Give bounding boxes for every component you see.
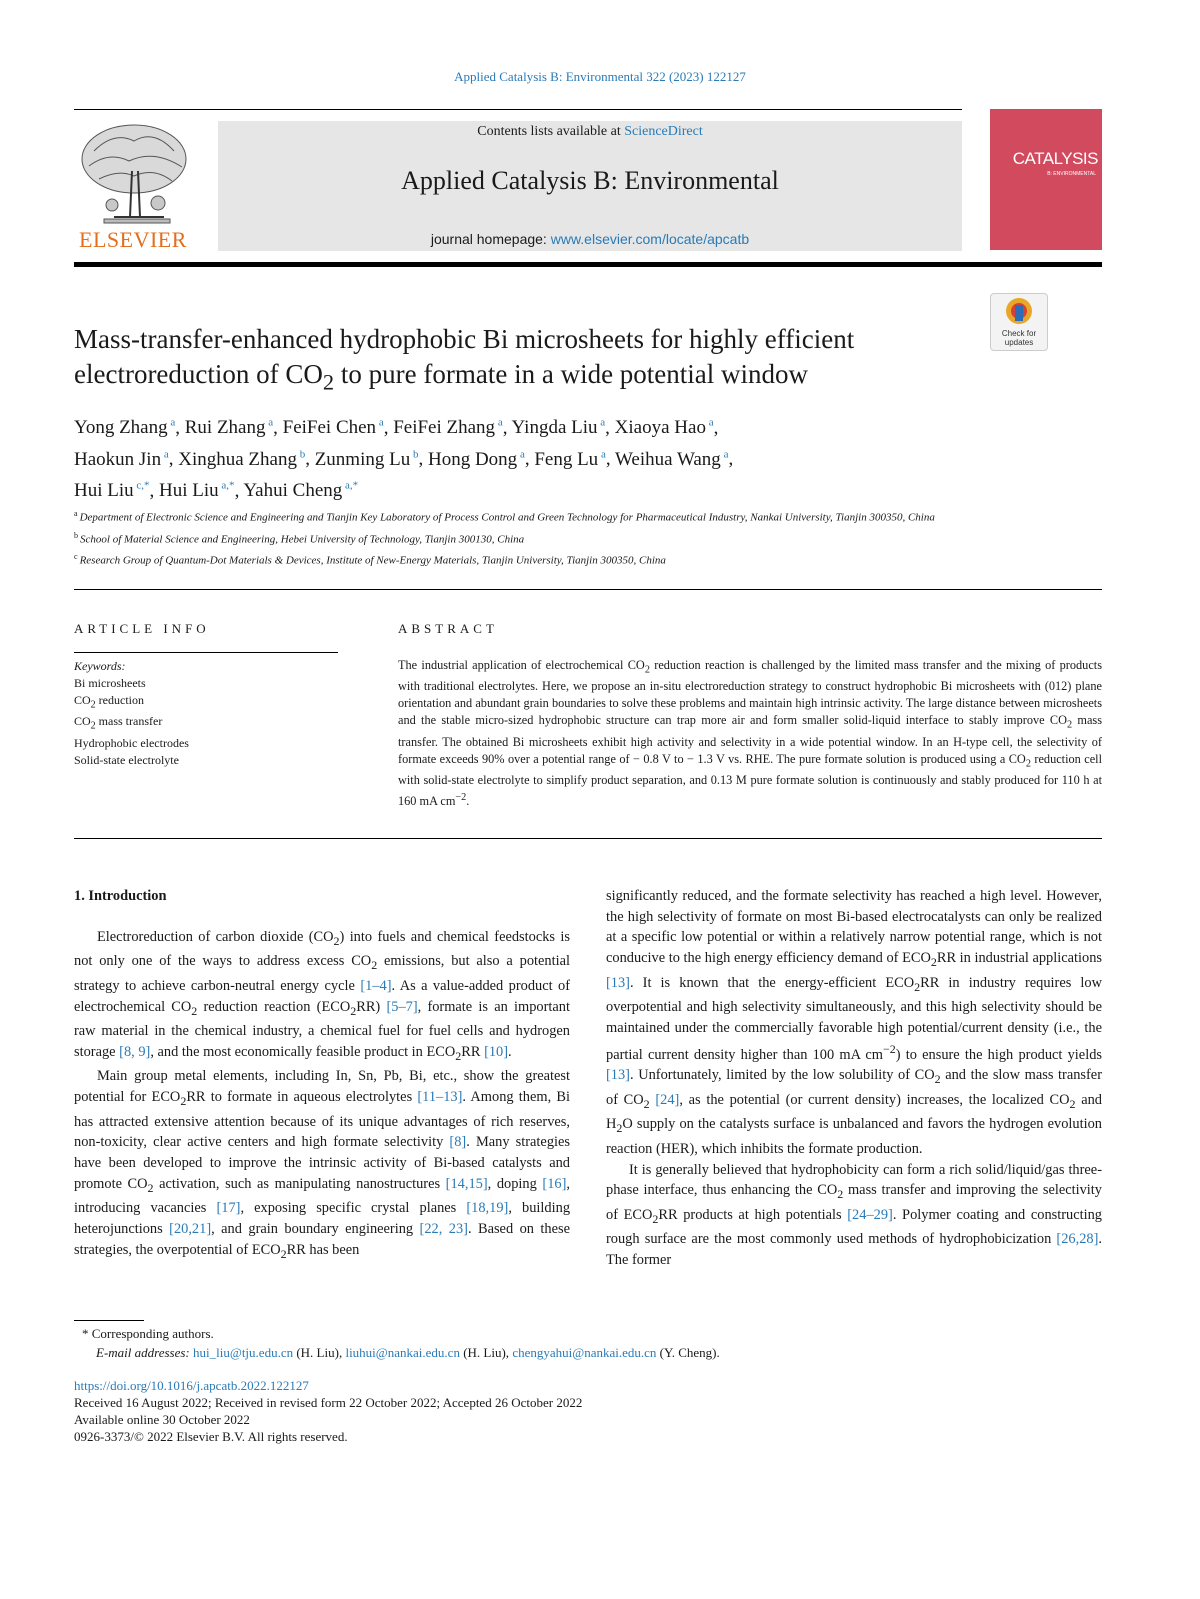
citation-link[interactable]: [8] [449,1134,467,1151]
author[interactable]: Hui Liu $^{a,*}$ [159,479,235,501]
citation-link[interactable]: [1–4] [360,977,392,994]
title-line-2: electroreduction of $CO_2$ to pure formate in a wide potential window [74,359,809,395]
keyword: Bi microsheets [74,676,146,690]
footnote-rule [74,1320,144,1321]
affiliation: $^b$ School of Material Science and Engineering, Hebei University of Technology, Tianjin 300130, China [74,530,525,546]
author[interactable]: Feng Lu $^a$ [534,448,606,470]
keyword: Hydrophobic electrodes [74,735,189,750]
elsevier-logo[interactable] [74,121,192,253]
contents-prefix: Contents lists available at [477,124,625,139]
citation-link[interactable]: [8, 9] [119,1043,151,1060]
header-thick-rule [74,262,1102,267]
keywords-rule [74,652,338,653]
journal-cover-image[interactable] [990,109,1102,250]
author[interactable]: Zunming Lu $^b$ [314,448,419,470]
abstract-heading: ABSTRACT [398,621,498,636]
citation-link[interactable]: [13] [606,1067,630,1084]
elsevier-tree-icon [74,121,192,225]
affiliation-marker[interactable]: b [410,448,419,461]
keyword-list [74,675,338,769]
affiliation-list [74,505,1074,570]
journal-reference[interactable]: Applied Catalysis B: Environmental 322 (2023) 122127 [454,69,746,84]
affiliation-marker[interactable]: a [705,417,714,429]
citation-link[interactable]: [14,15] [445,1175,488,1192]
affiliation-marker[interactable]: a,* [342,479,359,492]
section-rule-2 [74,838,1102,839]
copyright: 0926-3373/© 2022 Elsevier B.V. All rights reserved. [74,1429,348,1444]
affiliation: $^c$ Research Group of Quantum-Dot Materials & Devices, Institute of New-Energy Materials, Tianjin University, Tianjin 300350, China [74,552,666,567]
affiliation-marker[interactable]: a [376,417,384,429]
article-title [74,322,974,399]
author[interactable]: FeiFei Zhang $^a$ [393,417,503,439]
cover-title: CATALYSIS [1012,149,1098,168]
author[interactable]: Xinghua Zhang $^b$ [178,448,306,470]
elsevier-wordmark: ELSEVIER [79,227,187,252]
doi-link[interactable]: https://doi.org/10.1016/j.apcatb.2022.122127 [74,1378,309,1393]
body-column-right [606,886,1102,1271]
check-updates-label: Check for updates [1001,329,1037,347]
article-info-heading: ARTICLE INFO [74,621,210,636]
homepage-prefix: journal homepage: [430,231,551,247]
email-line: E-mail addresses: hui_liu@tju.edu.cn (H. Liu), liuhui@nankai.edu.cn (H. Liu), chengyahui@nankai.edu.cn (Y. Cheng). [96,1345,720,1360]
author[interactable]: Haokun Jin $^a$ [74,448,169,470]
author[interactable]: Yingda Liu $^a$ [511,417,606,439]
footnotes [74,1324,1102,1362]
cover-subtitle: B: ENVIRONMENTAL [1047,171,1096,177]
contents-line [218,124,962,140]
citation-link[interactable]: [20,21] [169,1221,212,1238]
citation-link[interactable]: [18,19] [466,1200,509,1217]
body-paragraph: Main group metal elements, including In, Sn, Pb, Bi, etc., show the greatest potential for $ECO_2RR$ to formate in aqueous electrolytes [11–13]. Among them, Bi has attracted extensive attention because of its unique advantages of rich reserves, non-toxicity, clear active centers and high formate selectivity [8]. Many strategies have been developed to improve the intrinsic activity of Bi-based catalysts and promote $CO_2$ activation, such as manipulating nanostructures [14,15], doping [16], introducing vacancies [17], exposing specific crystal planes [18,19], building heterojunctions [20,21], and grain boundary engineering [22, 23]. Based on these strategies, the overpotential of $ECO_2RR$ has been [74,1068,571,1261]
author[interactable]: Yong Zhang $^a$ [74,417,176,439]
affiliation-marker[interactable]: c,* [133,479,150,492]
section-rule [74,589,1102,590]
email-label: E-mail addresses: [96,1345,194,1360]
homepage-link[interactable]: www.elsevier.com/locate/apcatb [550,231,750,247]
affiliation-marker[interactable]: a [167,417,176,429]
affiliation-marker[interactable]: a [495,417,503,429]
homepage-line [218,231,962,247]
email-link[interactable]: liuhui@nankai.edu.cn [345,1345,460,1360]
body-paragraph: Electroreduction of carbon dioxide $(CO_2)$ into fuels and chemical feedstocks is not only one of the ways to address excess $CO_2$ emissions, but also a potential strategy to achieve carbon-neutral energy cycle [1–4]. As a value-added product of electrochemical $CO_2$ reduction reaction $(ECO_2RR)$ [5–7], formate is an important raw material in the chemical industry, a chemical fuel for fuel cells and hydrogen storage [8, 9], and the most economically feasible product in $ECO_2RR$ [10]. [74,928,570,1063]
citation-link[interactable]: [10] [484,1043,509,1060]
sciencedirect-link[interactable]: ScienceDirect [624,124,703,139]
citation-link[interactable]: [22, 23] [419,1221,468,1238]
keyword: Solid-state electrolyte [74,752,179,767]
email-link[interactable]: hui_liu@tju.edu.cn [193,1345,294,1360]
author[interactable]: Yahui Cheng $^{a,*}$ [243,479,359,501]
author[interactable]: FeiFei Chen $^a$ [282,417,384,439]
affiliation-marker[interactable]: a [517,448,525,461]
author-list: Yong Zhang $^a$, Rui Zhang $^a$, FeiFei Chen $^a$, FeiFei Zhang $^a$, Yingda Liu $^a$, Xiaoya Hao $^a$, Haokun Jin $^a$, Xinghua Zhang $^b$, Zunming Lu $^b$, Hong Dong $^a$, Feng Lu $^a$, Weihua Wang $^a$, Hui Liu $^{c,*}$, Hui Liu $^{a,*}$, Yahui Cheng $^{a,*}$ [74,417,734,501]
keywords-block [74,658,338,769]
affiliation-marker[interactable]: a [265,417,274,429]
affiliation: $^a$ Department of Electronic Science and Engineering and Tianjin Key Laboratory of Process Control and Green Technology for Pharmaceutical Industry, Nankai University, Tianjin 300350, China [74,509,935,524]
affiliation-marker[interactable]: a [161,448,169,461]
corresponding-note: * Corresponding authors. [82,1326,214,1341]
check-for-updates-button[interactable] [990,293,1048,351]
introduction-heading: 1. Introduction [74,888,167,904]
journal-title: Applied Catalysis B: Environmental [401,166,779,195]
citation-link[interactable]: [13] [606,974,630,991]
received-dates: Received 16 August 2022; Received in revised form 22 October 2022; Accepted 26 October 2022 [74,1395,583,1410]
title-line-1: Mass-transfer-enhanced hydrophobic Bi microsheets for highly efficient [74,324,855,354]
citation-link[interactable]: [17] [216,1200,241,1217]
body-paragraph: It is generally believed that hydrophobicity can form a rich solid/liquid/gas three-phase interface, thus enhancing the $CO_2$ mass transfer and improving the selectivity of $ECO_2RR$ products at high potentials [24–29]. Polymer coating and constructing rough surface are the most commonly used methods of hydrophobicization [26,28]. The former [606,1161,1102,1269]
body-paragraph: significantly reduced, and the formate selectivity has reached a high level. However, the high selectivity of formate on most Bi-based electrocatalysts can only be realized at a specific low potential or within a relatively narrow potential range, which is not conducive to the high energy efficiency demand of $ECO_2RR$ in industrial applications [13]. It is known that the energy-efficient $ECO_2RR$ in industry requires low overpotential and high selectivity simultaneously, and this high selectivity should be maintained under the commercially favorable high potential/current density (i.e., the partial current density higher than 100 mA $cm^{-2}$) to ensure the high product yields [13]. Unfortunately, limited by the low solubility of $CO_2$ and the slow mass transfer of $CO_2$ [24], as the potential (or current density) increases, the localized $CO_2$ and $H_2O$ supply on the catalysts surface is unbalanced and favors the hydrogen evolution reaction (HER), which inhibits the formate production. [606,888,1102,1157]
journal-header-box [218,121,962,251]
keyword: $CO_2$ mass transfer [74,714,163,732]
affiliation-marker[interactable]: a [597,417,606,429]
crossmark-icon [991,294,1047,330]
citation-link[interactable]: [11–13] [417,1089,463,1106]
affiliation-marker[interactable]: a [720,448,729,461]
abstract-text: The industrial application of electrochemical $CO_2$ reduction reaction is challenged by the limited mass transfer and the mixing of products with traditional electrolytes. Here, we propose an in-situ electroreduction strategy to construct hydrophobic Bi microsheets with (012) plane orientation and abundant grain boundaries to solve these problems and maintain high intrinsic activity. The large distance between microsheets and the stable micro-sized hydrophobic structure can trap more air and form smaller solid-liquid interface to stably improve $CO_2$ mass transfer. The obtained Bi microsheets exhibit high activity and selectivity in a wide potential window. In an H-type cell, the selectivity of formate exceeds 90% over a potential range of − 0.8 V to − 1.3 V vs. RHE. The pure formate solution is produced using a $CO_2$ reduction cell with solid-state electrolyte to simplify product separation, and 0.13 M pure formate solution is continuously and stably produced for 110 h at 160 mA $cm^{-2}$. [398,658,1102,809]
citation-link[interactable]: [24–29] [847,1206,893,1223]
publication-info [74,1377,1102,1445]
keyword: $CO_2$ reduction [74,693,144,711]
email-link[interactable]: chengyahui@nankai.edu.cn [512,1345,657,1360]
affiliation-marker[interactable]: a,* [218,479,235,492]
header-top-rule [74,109,962,110]
author[interactable]: Xiaoya Hao $^a$ [614,417,714,439]
online-date: Available online 30 October 2022 [74,1412,250,1427]
body-column-left [74,886,570,1264]
citation-link[interactable]: [26,28] [1056,1231,1099,1248]
citation-link[interactable]: [16] [542,1175,567,1192]
author[interactable]: Rui Zhang $^a$ [184,417,274,439]
author[interactable]: Hui Liu $^{c,*}$ [74,479,150,501]
author[interactable]: Hong Dong $^a$ [427,448,525,470]
affiliation-marker[interactable]: b [296,448,306,461]
keywords-label: Keywords: [74,659,126,673]
citation-link[interactable]: [24] [655,1091,680,1108]
citation-link[interactable]: [5–7] [386,998,418,1015]
author[interactable]: Weihua Wang $^a$ [615,448,729,470]
affiliation-marker[interactable]: a [598,448,606,461]
